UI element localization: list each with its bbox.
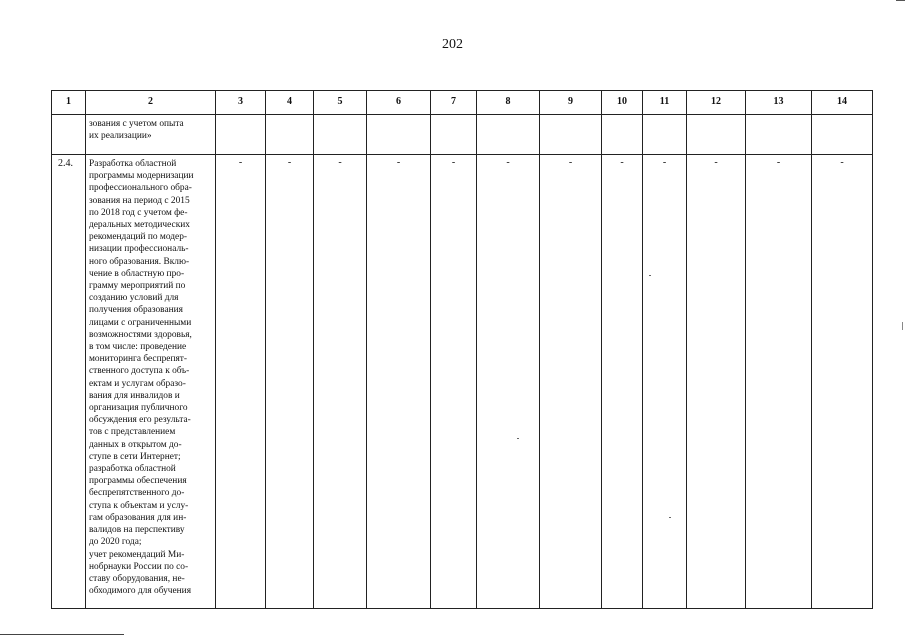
description-line: рекомендаций по модер- [89, 232, 188, 243]
description-line: лицами с ограниченными [89, 317, 192, 328]
description-line: обсуждения его результа- [89, 415, 191, 426]
header-cell: 12 [687, 91, 746, 115]
value-cell [314, 115, 367, 155]
value-cell [431, 115, 477, 155]
description-line: профессионального обра- [89, 183, 192, 194]
header-cell: 6 [367, 91, 431, 115]
scan-speck [669, 517, 671, 518]
description-line: беспрепятственного до- [89, 488, 185, 499]
value-cell [746, 115, 812, 155]
header-cell: 7 [431, 91, 477, 115]
description-line: зования на период с 2015 [89, 195, 190, 206]
header-cell: 1 [52, 91, 86, 115]
description-line: низации профессиональ- [89, 244, 189, 255]
description-line: нобрнауки России по со- [89, 561, 189, 572]
scan-speck [517, 438, 519, 439]
description-line: гам образования для ин- [89, 512, 187, 523]
page-number: 202 [442, 37, 463, 52]
header-cell: 14 [812, 91, 873, 115]
description-line: валидов на перспективу [89, 525, 185, 536]
value-cell [643, 115, 687, 155]
value-cell: - [746, 155, 812, 609]
description-line: ставу оборудования, не- [89, 573, 185, 584]
description-line: мониторинга беспрепят- [89, 354, 188, 365]
value-cell: - [602, 155, 643, 609]
description-line: в том числе: проведение [89, 342, 187, 353]
value-cell [477, 115, 540, 155]
header-cell: 13 [746, 91, 812, 115]
description-line: чение в областную про- [89, 268, 185, 279]
description-line: грамму мероприятий по [89, 281, 186, 292]
value-cell [266, 115, 314, 155]
description-line: деральных методических [89, 220, 190, 231]
description-line: Разработка областной [89, 159, 177, 169]
scan-speck [649, 275, 651, 276]
description-line: данных в открытом до- [89, 439, 182, 450]
description-line: ступе в сети Интернет; [89, 451, 181, 462]
header-cell: 8 [477, 91, 540, 115]
value-cell [216, 115, 266, 155]
description-line: программы модернизации [89, 171, 194, 182]
row-description-cell [86, 155, 216, 609]
value-cell: - [643, 155, 687, 609]
description-line: разработка областной [89, 464, 176, 475]
header-cell: 9 [540, 91, 602, 115]
row-number-cell: 2.4. [52, 155, 86, 609]
description-line: ного образования. Вклю- [89, 256, 190, 267]
description-line: ектам и услугам образо- [89, 378, 186, 389]
row-description-cell [86, 115, 216, 155]
header-cell: 11 [643, 91, 687, 115]
description-line: получения образования [89, 305, 183, 316]
scan-edge-mark [902, 322, 903, 330]
description-line: по 2018 год с учетом фе- [89, 207, 188, 218]
value-cell [687, 115, 746, 155]
footer-rule [0, 634, 124, 635]
description-line: ственного доступа к объ- [89, 366, 190, 377]
description-line: вания для инвалидов и [89, 390, 180, 401]
value-cell: - [216, 155, 266, 609]
value-cell [812, 115, 873, 155]
description-line: созданию условий для [89, 293, 179, 304]
value-cell: - [687, 155, 746, 609]
description-line: обходимого для обучения [89, 586, 192, 597]
description-line: до 2020 года; [89, 537, 142, 548]
value-cell: - [812, 155, 873, 609]
description-line: учет рекомендаций Ми- [89, 549, 185, 560]
value-cell [367, 115, 431, 155]
value-cell: - [367, 155, 431, 609]
header-cell: 2 [86, 91, 216, 115]
header-cell: 5 [314, 91, 367, 115]
data-table [51, 90, 873, 609]
header-cell: 3 [216, 91, 266, 115]
description-line: возможностями здоровья, [89, 329, 192, 340]
value-cell: - [477, 155, 540, 609]
value-cell: - [540, 155, 602, 609]
value-cell: - [431, 155, 477, 609]
scan-corner-mark [896, 0, 905, 4]
table-row-continuation [52, 115, 873, 155]
value-cell: - [266, 155, 314, 609]
description-line: зования с учетом опыта [89, 119, 184, 129]
value-cell: - [314, 155, 367, 609]
table-row-2-4 [52, 155, 873, 609]
row-number-cell [52, 115, 86, 155]
description-line: организация публичного [89, 403, 188, 414]
table-header-row [52, 91, 873, 115]
value-cell [602, 115, 643, 155]
description-line: тов с представлением [89, 427, 176, 438]
header-cell: 4 [266, 91, 314, 115]
header-cell: 10 [602, 91, 643, 115]
description-line: ступа к объектам и услу- [89, 500, 189, 511]
value-cell [540, 115, 602, 155]
description-line: их реализации» [89, 131, 152, 142]
description-line: программы обеспечения [89, 476, 187, 487]
